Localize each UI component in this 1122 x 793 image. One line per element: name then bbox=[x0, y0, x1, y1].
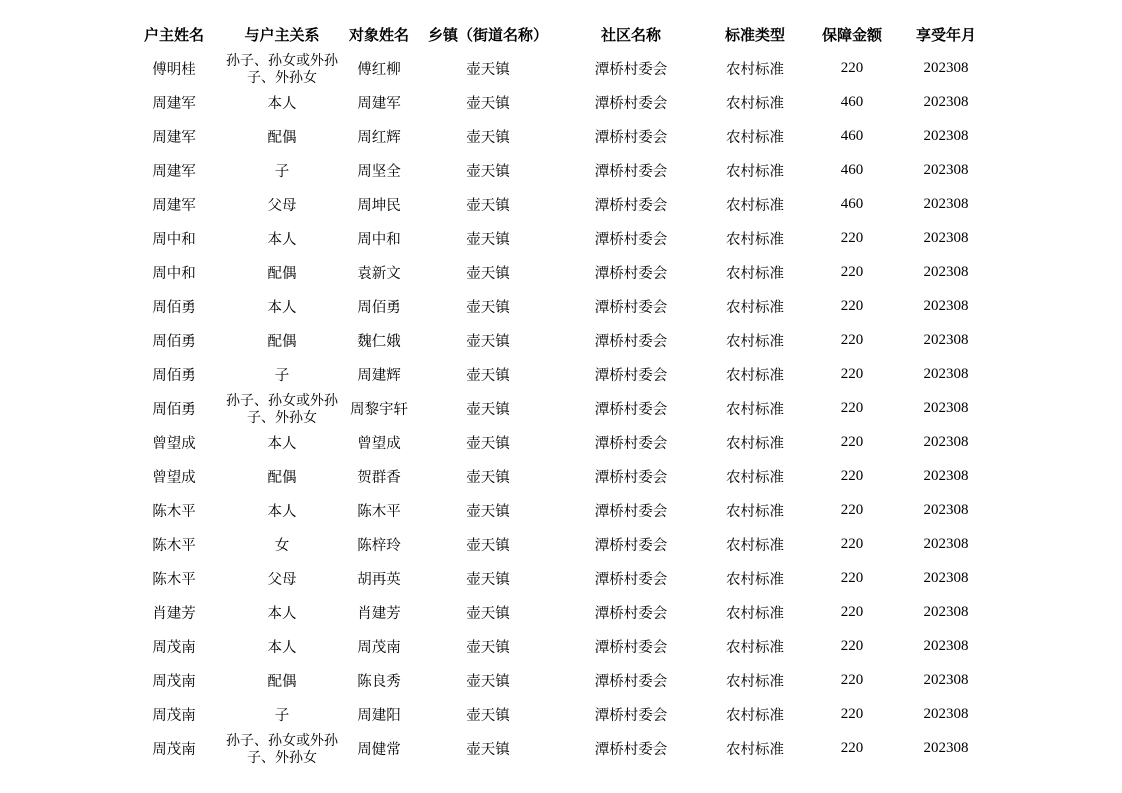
community-cell: 潭桥村委会 bbox=[594, 741, 668, 758]
household-head-cell: 曾望成 bbox=[152, 435, 196, 452]
month-cell: 202308 bbox=[923, 739, 969, 756]
recipient-name-cell: 周黎宇轩 bbox=[350, 401, 408, 418]
recipient-name-cell: 周茂南 bbox=[357, 639, 401, 656]
table-row bbox=[127, 561, 997, 595]
recipient-name-cell: 周佰勇 bbox=[357, 299, 401, 316]
table-row bbox=[127, 255, 997, 289]
township-cell: 壶天镇 bbox=[466, 435, 510, 452]
month-cell: 202308 bbox=[923, 93, 969, 110]
standard-type-cell: 农村标准 bbox=[726, 265, 784, 282]
standard-type-cell: 农村标准 bbox=[726, 333, 784, 350]
month-cell: 202308 bbox=[923, 501, 969, 518]
relation-cell: 子 bbox=[274, 367, 290, 384]
community-cell: 潭桥村委会 bbox=[594, 401, 668, 418]
table-row bbox=[127, 493, 997, 527]
standard-type-cell: 农村标准 bbox=[726, 231, 784, 248]
header-month: 享受年月 bbox=[915, 25, 976, 44]
standard-type-cell: 农村标准 bbox=[726, 435, 784, 452]
standard-type-cell: 农村标准 bbox=[726, 469, 784, 486]
amount-cell: 220 bbox=[840, 569, 864, 586]
township-cell: 壶天镇 bbox=[466, 401, 510, 418]
township-cell: 壶天镇 bbox=[466, 333, 510, 350]
table-row bbox=[127, 527, 997, 561]
community-cell: 潭桥村委会 bbox=[594, 265, 668, 282]
standard-type-cell: 农村标准 bbox=[726, 163, 784, 180]
amount-cell: 220 bbox=[840, 59, 864, 76]
month-cell: 202308 bbox=[923, 59, 969, 76]
relation-cell: 本人 bbox=[267, 299, 297, 316]
township-cell: 壶天镇 bbox=[466, 265, 510, 282]
township-cell: 壶天镇 bbox=[466, 163, 510, 180]
community-cell: 潭桥村委会 bbox=[594, 605, 668, 622]
household-head-cell: 周中和 bbox=[152, 265, 196, 282]
table-row bbox=[127, 187, 997, 221]
amount-cell: 220 bbox=[840, 399, 864, 416]
relation-cell: 本人 bbox=[267, 231, 297, 248]
table-row bbox=[127, 221, 997, 255]
amount-cell: 460 bbox=[840, 127, 864, 144]
relation-cell: 配偶 bbox=[267, 265, 297, 282]
standard-type-cell: 农村标准 bbox=[726, 639, 784, 656]
community-cell: 潭桥村委会 bbox=[594, 571, 668, 588]
recipient-name-cell: 周中和 bbox=[357, 231, 401, 248]
recipient-name-cell: 贺群香 bbox=[357, 469, 401, 486]
relation-text: 孙子、孙女或外孙子、外孙女 bbox=[226, 53, 338, 85]
relation-cell bbox=[221, 731, 343, 765]
standard-type-cell: 农村标准 bbox=[726, 367, 784, 384]
relation-text: 孙子、孙女或外孙子、外孙女 bbox=[226, 733, 338, 765]
community-cell: 潭桥村委会 bbox=[594, 469, 668, 486]
community-cell: 潭桥村委会 bbox=[594, 163, 668, 180]
month-cell: 202308 bbox=[923, 399, 969, 416]
recipient-name-cell: 肖建芳 bbox=[357, 605, 401, 622]
header-township: 乡镇（街道名称） bbox=[427, 25, 548, 44]
community-cell: 潭桥村委会 bbox=[594, 299, 668, 316]
township-cell: 壶天镇 bbox=[466, 707, 510, 724]
month-cell: 202308 bbox=[923, 365, 969, 382]
household-head-cell: 肖建芳 bbox=[152, 605, 196, 622]
standard-type-cell: 农村标准 bbox=[726, 197, 784, 214]
relation-text: 孙子、孙女或外孙子、外孙女 bbox=[226, 393, 338, 425]
header-recipient-name: 对象姓名 bbox=[348, 25, 409, 44]
standard-type-cell: 农村标准 bbox=[726, 95, 784, 112]
table-row bbox=[127, 731, 997, 765]
month-cell: 202308 bbox=[923, 161, 969, 178]
amount-cell: 220 bbox=[840, 467, 864, 484]
household-head-cell: 周茂南 bbox=[152, 707, 196, 724]
standard-type-cell: 农村标准 bbox=[726, 299, 784, 316]
household-head-cell: 陈木平 bbox=[152, 537, 196, 554]
amount-cell: 460 bbox=[840, 93, 864, 110]
table-row bbox=[127, 697, 997, 731]
standard-type-cell: 农村标准 bbox=[726, 503, 784, 520]
month-cell: 202308 bbox=[923, 705, 969, 722]
amount-cell: 220 bbox=[840, 671, 864, 688]
recipient-name-cell: 陈木平 bbox=[357, 503, 401, 520]
table-row bbox=[127, 357, 997, 391]
subsidy-table bbox=[127, 17, 997, 765]
household-head-cell: 周佰勇 bbox=[152, 367, 196, 384]
relation-cell: 本人 bbox=[267, 95, 297, 112]
standard-type-cell: 农村标准 bbox=[726, 129, 784, 146]
recipient-name-cell: 袁新文 bbox=[357, 265, 401, 282]
month-cell: 202308 bbox=[923, 467, 969, 484]
header-standard-type: 标准类型 bbox=[724, 25, 785, 44]
township-cell: 壶天镇 bbox=[466, 61, 510, 78]
recipient-name-cell: 周坤民 bbox=[357, 197, 401, 214]
table-body bbox=[127, 51, 997, 765]
recipient-name-cell: 周建军 bbox=[357, 95, 401, 112]
township-cell: 壶天镇 bbox=[466, 129, 510, 146]
relation-cell: 本人 bbox=[267, 435, 297, 452]
township-cell: 壶天镇 bbox=[466, 673, 510, 690]
amount-cell: 220 bbox=[840, 229, 864, 246]
table-row bbox=[127, 391, 997, 425]
household-head-cell: 周佰勇 bbox=[152, 401, 196, 418]
community-cell: 潭桥村委会 bbox=[594, 95, 668, 112]
household-head-cell: 周建军 bbox=[152, 163, 196, 180]
table-row bbox=[127, 629, 997, 663]
recipient-name-cell: 周健常 bbox=[357, 741, 401, 758]
relation-cell: 本人 bbox=[267, 503, 297, 520]
community-cell: 潭桥村委会 bbox=[594, 129, 668, 146]
household-head-cell: 周中和 bbox=[152, 231, 196, 248]
amount-cell: 460 bbox=[840, 195, 864, 212]
amount-cell: 220 bbox=[840, 331, 864, 348]
month-cell: 202308 bbox=[923, 127, 969, 144]
township-cell: 壶天镇 bbox=[466, 605, 510, 622]
relation-cell: 本人 bbox=[267, 605, 297, 622]
township-cell: 壶天镇 bbox=[466, 741, 510, 758]
relation-cell: 配偶 bbox=[267, 333, 297, 350]
household-head-cell: 周建军 bbox=[152, 129, 196, 146]
township-cell: 壶天镇 bbox=[466, 197, 510, 214]
relation-cell bbox=[221, 391, 343, 425]
standard-type-cell: 农村标准 bbox=[726, 61, 784, 78]
township-cell: 壶天镇 bbox=[466, 231, 510, 248]
amount-cell: 220 bbox=[840, 637, 864, 654]
relation-cell: 父母 bbox=[267, 197, 297, 214]
household-head-cell: 周建军 bbox=[152, 95, 196, 112]
household-head-cell: 周茂南 bbox=[152, 741, 196, 758]
recipient-name-cell: 曾望成 bbox=[357, 435, 401, 452]
standard-type-cell: 农村标准 bbox=[726, 605, 784, 622]
township-cell: 壶天镇 bbox=[466, 299, 510, 316]
amount-cell: 220 bbox=[840, 535, 864, 552]
standard-type-cell: 农村标准 bbox=[726, 673, 784, 690]
amount-cell: 220 bbox=[840, 365, 864, 382]
month-cell: 202308 bbox=[923, 433, 969, 450]
table-row bbox=[127, 51, 997, 85]
table-row bbox=[127, 85, 997, 119]
recipient-name-cell: 陈梓玲 bbox=[357, 537, 401, 554]
township-cell: 壶天镇 bbox=[466, 639, 510, 656]
household-head-cell: 傅明桂 bbox=[152, 61, 196, 78]
table-row bbox=[127, 595, 997, 629]
amount-cell: 220 bbox=[840, 263, 864, 280]
township-cell: 壶天镇 bbox=[466, 571, 510, 588]
community-cell: 潭桥村委会 bbox=[594, 197, 668, 214]
recipient-name-cell: 周建辉 bbox=[357, 367, 401, 384]
month-cell: 202308 bbox=[923, 297, 969, 314]
community-cell: 潭桥村委会 bbox=[594, 231, 668, 248]
table-row bbox=[127, 459, 997, 493]
household-head-cell: 周茂南 bbox=[152, 639, 196, 656]
relation-cell: 子 bbox=[274, 163, 290, 180]
table-row bbox=[127, 663, 997, 697]
table-row bbox=[127, 323, 997, 357]
community-cell: 潭桥村委会 bbox=[594, 707, 668, 724]
recipient-name-cell: 周红辉 bbox=[357, 129, 401, 146]
table-header-row bbox=[127, 17, 997, 51]
relation-cell bbox=[221, 51, 343, 85]
relation-cell: 本人 bbox=[267, 639, 297, 656]
community-cell: 潭桥村委会 bbox=[594, 673, 668, 690]
community-cell: 潭桥村委会 bbox=[594, 537, 668, 554]
recipient-name-cell: 胡再英 bbox=[357, 571, 401, 588]
recipient-name-cell: 陈良秀 bbox=[357, 673, 401, 690]
month-cell: 202308 bbox=[923, 535, 969, 552]
month-cell: 202308 bbox=[923, 195, 969, 212]
month-cell: 202308 bbox=[923, 331, 969, 348]
month-cell: 202308 bbox=[923, 603, 969, 620]
household-head-cell: 陈木平 bbox=[152, 503, 196, 520]
recipient-name-cell: 周坚全 bbox=[357, 163, 401, 180]
standard-type-cell: 农村标准 bbox=[726, 571, 784, 588]
household-head-cell: 周佰勇 bbox=[152, 299, 196, 316]
table-row bbox=[127, 425, 997, 459]
standard-type-cell: 农村标准 bbox=[726, 707, 784, 724]
standard-type-cell: 农村标准 bbox=[726, 537, 784, 554]
household-head-cell: 周建军 bbox=[152, 197, 196, 214]
amount-cell: 220 bbox=[840, 739, 864, 756]
amount-cell: 220 bbox=[840, 501, 864, 518]
standard-type-cell: 农村标准 bbox=[726, 401, 784, 418]
header-household-head: 户主姓名 bbox=[143, 25, 204, 44]
amount-cell: 220 bbox=[840, 433, 864, 450]
amount-cell: 220 bbox=[840, 297, 864, 314]
household-head-cell: 陈木平 bbox=[152, 571, 196, 588]
amount-cell: 220 bbox=[840, 705, 864, 722]
relation-cell: 配偶 bbox=[267, 673, 297, 690]
month-cell: 202308 bbox=[923, 569, 969, 586]
household-head-cell: 周佰勇 bbox=[152, 333, 196, 350]
recipient-name-cell: 傅红柳 bbox=[357, 61, 401, 78]
township-cell: 壶天镇 bbox=[466, 469, 510, 486]
community-cell: 潭桥村委会 bbox=[594, 503, 668, 520]
relation-cell: 配偶 bbox=[267, 129, 297, 146]
month-cell: 202308 bbox=[923, 229, 969, 246]
amount-cell: 460 bbox=[840, 161, 864, 178]
relation-cell: 配偶 bbox=[267, 469, 297, 486]
household-head-cell: 曾望成 bbox=[152, 469, 196, 486]
recipient-name-cell: 周建阳 bbox=[357, 707, 401, 724]
header-community: 社区名称 bbox=[600, 25, 661, 44]
month-cell: 202308 bbox=[923, 671, 969, 688]
township-cell: 壶天镇 bbox=[466, 95, 510, 112]
township-cell: 壶天镇 bbox=[466, 367, 510, 384]
amount-cell: 220 bbox=[840, 603, 864, 620]
month-cell: 202308 bbox=[923, 637, 969, 654]
relation-cell: 女 bbox=[274, 537, 290, 554]
community-cell: 潭桥村委会 bbox=[594, 367, 668, 384]
header-relation: 与户主关系 bbox=[244, 25, 320, 44]
community-cell: 潭桥村委会 bbox=[594, 61, 668, 78]
table-row bbox=[127, 153, 997, 187]
community-cell: 潭桥村委会 bbox=[594, 333, 668, 350]
relation-cell: 子 bbox=[274, 707, 290, 724]
table-row bbox=[127, 289, 997, 323]
township-cell: 壶天镇 bbox=[466, 503, 510, 520]
standard-type-cell: 农村标准 bbox=[726, 741, 784, 758]
household-head-cell: 周茂南 bbox=[152, 673, 196, 690]
township-cell: 壶天镇 bbox=[466, 537, 510, 554]
table-row bbox=[127, 119, 997, 153]
community-cell: 潭桥村委会 bbox=[594, 639, 668, 656]
relation-cell: 父母 bbox=[267, 571, 297, 588]
header-amount: 保障金额 bbox=[821, 25, 882, 44]
community-cell: 潭桥村委会 bbox=[594, 435, 668, 452]
recipient-name-cell: 魏仁娥 bbox=[357, 333, 401, 350]
month-cell: 202308 bbox=[923, 263, 969, 280]
